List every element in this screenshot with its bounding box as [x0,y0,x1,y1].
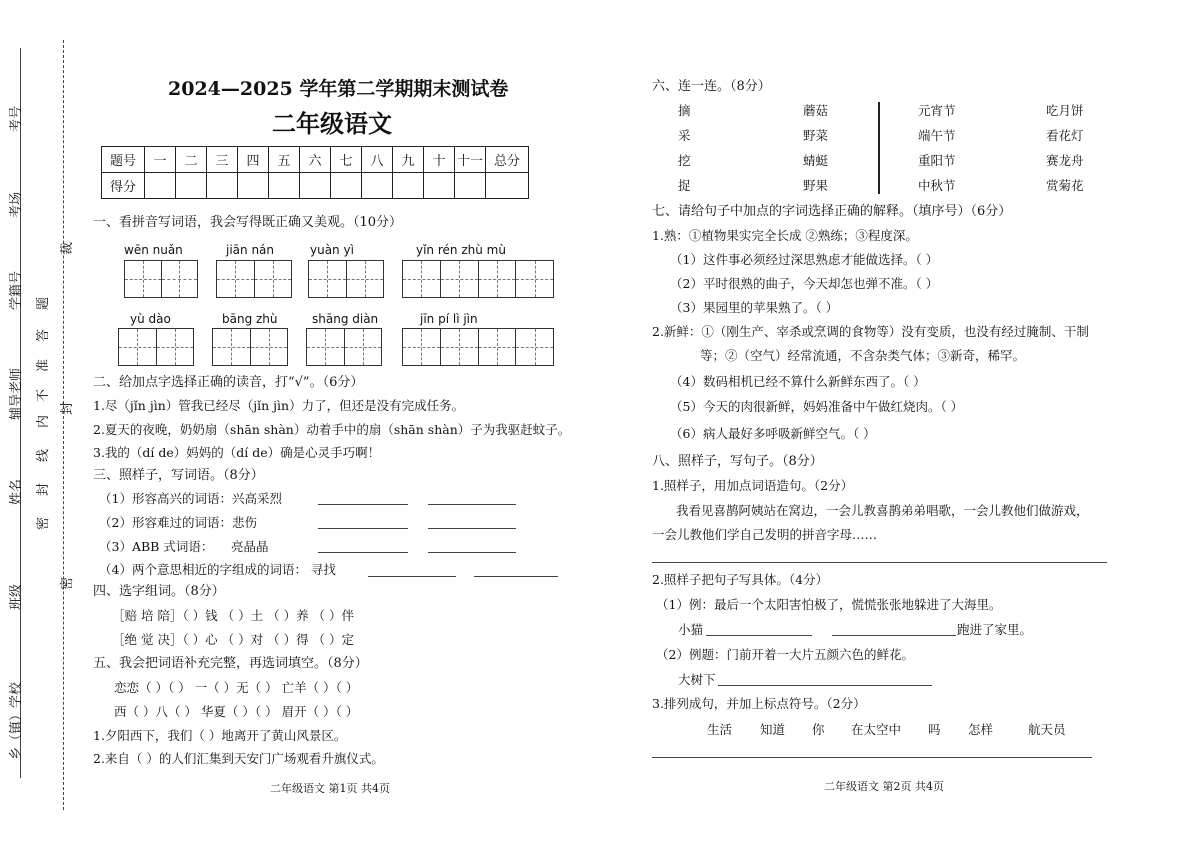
answer-line[interactable] [318,552,408,553]
s2-item: 2.夏天的夜晚，奶奶扇（shān shàn）动着手中的扇（shān shàn）子为我驱赶蚊子。 [93,422,571,437]
score-row-label: 得分 [102,173,145,199]
match-item[interactable]: 摘 [678,103,691,118]
s3-heading: 三、照样子，写词语。（8分） [93,468,264,483]
s7-item: （6）病人最好多呼吸新鲜空气。（ ） [670,426,876,441]
s7-item: （1）这件事必须经过深思熟虑才能做选择。（ ） [670,252,939,267]
match-item[interactable]: 赛龙舟 [1046,153,1084,168]
score-col: 十一 [455,147,486,173]
field-school: 乡（镇）学校 [9,681,24,760]
match-item[interactable]: 吃月饼 [1046,103,1084,118]
answer-line[interactable] [474,576,558,577]
s2-item: 3.我的（dí de）妈妈的（dí de）确是心灵手巧啊！ [93,445,381,460]
s8-text: 一会儿教他们学自己发明的拼音字母…… [652,527,878,542]
s4-row: ［绝 觉 决］（ ）心 （ ）对 （ ）得 （ ）定 [112,632,355,647]
page-footer: 二年级语文 第2页 共4页 [824,780,944,793]
match-item[interactable]: 捉 [678,178,691,193]
seal-char: 准 [36,358,51,372]
writing-grid[interactable] [118,328,194,366]
s5-item: 2.来自（ ）的人们汇集到天安门广场观看升旗仪式。 [93,751,384,766]
cut-char: 密 [60,576,75,590]
s7-item: （2）平时很熟的曲子，今天却怎也弹不准。（ ） [670,276,939,291]
answer-line[interactable] [832,635,956,636]
s7-item: （3）果园里的苹果熟了。（ ） [670,300,839,315]
writing-grid[interactable] [212,328,288,366]
match-item[interactable]: 中秋节 [918,178,956,193]
match-item[interactable]: 重阳节 [918,153,956,168]
answer-line[interactable] [318,504,408,505]
pinyin: yù dào [130,312,171,326]
s8-question: 3.排列成句，并加上标点符号。（2分） [652,696,866,711]
match-item[interactable]: 野菜 [803,128,829,143]
score-col: 六 [300,147,331,173]
s8-text: （1）例：最后一个太阳害怕极了，慌慌张张地躲进了大海里。 [656,597,1002,612]
writing-grid[interactable] [306,328,382,366]
match-item[interactable]: 端午节 [918,128,956,143]
word-card: 生活 [707,722,733,737]
cut-line [63,40,64,810]
seal-char: 密 [36,516,51,530]
pinyin: bāng zhù [222,312,278,326]
s8-question: 1.照样子，用加点词语造句。（2分） [652,478,854,493]
s3-item: （1）形容高兴的词语：兴高采烈 [99,491,282,506]
field-class: 班级 [9,583,24,610]
seal-char: 题 [36,296,51,310]
s1-heading: 一、看拼音写词语，我会写得既正确又美观。（10分） [93,215,403,230]
exam-title: 2024—2025 学年第二学期期末测试卷 [168,78,509,100]
score-cell[interactable] [176,173,207,199]
answer-line[interactable] [318,528,408,529]
s2-item: 1.尽（jǐn jìn）管我已经尽（jǐn jìn）力了，但还是没有完成任务。 [93,398,465,413]
s3-item: （3）ABB 式词语： [99,539,214,554]
writing-grid[interactable] [402,260,554,298]
s8-text: 我看见喜鹊阿姨站在窝边，一会儿教喜鹊弟弟唱歌，一会儿教他们做游戏， [676,503,1089,518]
s8-text: 大树下 [678,672,716,687]
seal-char: 内 [36,414,51,428]
score-col: 五 [269,147,300,173]
s7-definition: 等；②（空气）经常流通，不含杂类气体；③新奇，稀罕。 [700,348,1026,363]
s3-item: （2）形容难过的词语：悲伤 [99,515,257,530]
score-cell[interactable] [238,173,269,199]
pinyin: yǐn rén zhù mù [416,243,506,257]
seal-char: 线 [36,448,51,462]
word-card: 你 [812,722,825,737]
score-cell[interactable] [362,173,393,199]
s7-heading: 七、请给句子中加点的字词选择正确的解释。（填序号）（6分） [652,204,1012,219]
pinyin: wēn nuǎn [124,243,183,257]
score-cell[interactable] [424,173,455,199]
answer-line[interactable] [428,504,516,505]
writing-grid[interactable] [402,328,554,366]
score-cell[interactable] [331,173,362,199]
score-col: 四 [238,147,269,173]
field-exam-number: 考号 [9,105,24,132]
word-card: 航天员 [1028,722,1066,737]
answer-line[interactable] [428,528,516,529]
s8-text: 跑进了家里。 [957,622,1033,637]
s5-row: 西（ ）八（ ） 华夏（ ）（ ） 眉开（ ）（ ） [114,704,359,719]
match-item[interactable]: 野果 [803,178,829,193]
pinyin: jīn pí lì jìn [420,312,478,326]
word-card: 吗 [928,722,941,737]
s7-definition: 1.熟：①植物果实完全长成 ②熟练；③程度深。 [652,228,918,243]
score-cell[interactable] [455,173,486,199]
word-card: 怎样 [968,722,994,737]
score-header-label: 题号 [102,147,145,173]
s7-item: （4）数码相机已经不算什么新鲜东西了。（ ） [670,374,926,389]
field-student-id: 学籍号 [9,270,24,310]
match-divider [878,102,880,194]
writing-grid[interactable] [216,260,292,298]
score-col: 八 [362,147,393,173]
s4-row: ［赔 培 陪］（ ）钱 （ ）土 （ ）养 （ ）伴 [112,608,355,623]
score-col: 十 [424,147,455,173]
exam-subject: 二年级语文 [272,109,392,138]
score-cell[interactable] [393,173,424,199]
score-col: 二 [176,147,207,173]
match-item[interactable]: 采 [678,128,691,143]
cut-char: 封 [60,401,75,415]
s5-heading: 五、我会把词语补充完整，再选词填空。（8分） [93,656,368,671]
answer-line[interactable] [718,685,932,686]
match-item[interactable]: 蜻蜓 [803,153,829,168]
field-exam-room: 考场 [9,191,24,218]
field-teacher: 辅导老师 [9,367,24,420]
match-item[interactable]: 看花灯 [1046,128,1084,143]
match-item[interactable]: 元宵节 [918,103,956,118]
score-col: 九 [393,147,424,173]
s7-definition: 2.新鲜：①（刚生产、宰杀或烹调的食物等）没有变质，也没有经过腌制、干制 [652,324,1089,339]
score-cell[interactable] [300,173,331,199]
s8-text: 小猫 [678,622,704,637]
score-col: 总分 [486,147,529,173]
score-cell[interactable] [269,173,300,199]
word-card: 知道 [760,722,786,737]
s8-text: （2）例题：门前开着一大片五颜六色的鲜花。 [656,647,914,662]
seal-char: 封 [36,482,51,496]
s5-row: 恋恋（ ）（ ） 一（ ）无（ ） 亡羊（ ）（ ） [114,680,359,695]
score-cell[interactable] [145,173,176,199]
pinyin: shāng diàn [312,312,379,326]
page-footer: 二年级语文 第1页 共4页 [270,782,390,795]
match-item[interactable]: 蘑菇 [803,103,829,118]
seal-char: 不 [36,388,51,402]
word-card: 在太空中 [851,722,902,737]
s3-item: （4）两个意思相近的字组成的词语： 寻找 [99,562,336,577]
pinyin: jiān nán [226,243,275,257]
score-cell[interactable] [486,173,529,199]
match-item[interactable]: 挖 [678,153,691,168]
score-col: 三 [207,147,238,173]
writing-grid[interactable] [308,260,384,298]
match-item[interactable]: 赏菊花 [1046,178,1084,193]
score-col: 一 [145,147,176,173]
s6-heading: 六、连一连。（8分） [652,79,771,94]
s4-heading: 四、选字组词。（8分） [93,584,225,599]
answer-line[interactable] [706,635,812,636]
s3-example: 亮晶晶 [231,539,269,554]
pinyin: yuàn yì [310,243,354,257]
answer-line[interactable] [368,576,456,577]
answer-line[interactable] [652,562,1107,563]
s2-heading: 二、给加点字选择正确的读音，打“√”。（6分） [93,375,364,390]
score-table [101,146,529,199]
score-cell[interactable] [207,173,238,199]
answer-line[interactable] [652,757,1092,758]
field-name: 姓名 [9,478,24,505]
s8-heading: 八、照样子，写句子。（8分） [652,454,823,469]
seal-char: 答 [36,328,51,342]
writing-grid[interactable] [124,260,198,298]
answer-line[interactable] [428,552,516,553]
cut-char: 裁 [60,241,75,255]
s7-item: （5）今天的肉很新鲜，妈妈准备中午做红烧肉。（ ） [670,399,964,414]
s8-question: 2.照样子把句子写具体。（4分） [652,572,829,587]
score-col: 七 [331,147,362,173]
s5-item: 1.夕阳西下，我们（ ）地离开了黄山风景区。 [93,728,347,743]
